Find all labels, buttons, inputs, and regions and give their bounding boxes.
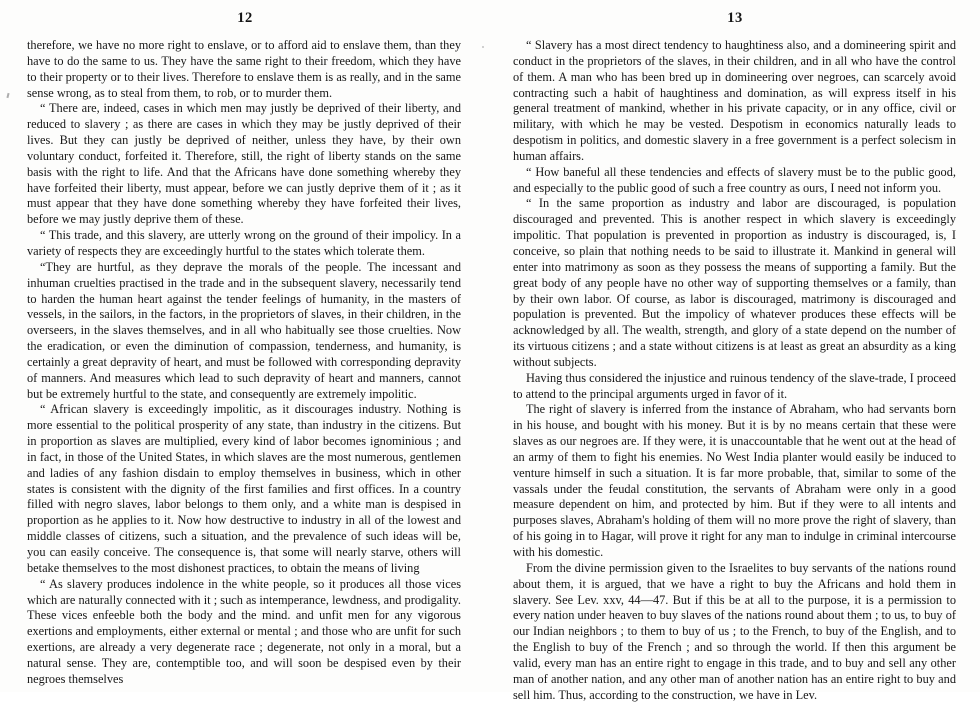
- paragraph: therefore, we have no more right to enslave, or to afford aid to enslave them, than they have to do the same to us. They have the same right to their freedom, which they have to their property or to their lives. Therefore to enslave them is as really, and in the same sense wrong, as to steal from them, to rob, or to murder them.: [27, 38, 461, 100]
- page-number-right: 13: [727, 10, 743, 26]
- paragraph: “ How baneful all these tendencies and effects of slavery must be to the public good, and especially to the public good of such a free country as ours, I need not inform you.: [513, 164, 956, 195]
- paragraph: Having thus considered the injustice and ruinous tendency of the slave-trade, I proceed to attend to the principal arguments urged in favor of it.: [513, 370, 956, 401]
- right-page: [490, 0, 980, 702]
- paragraph: From the divine permission given to the Israelites to buy servants of the nations round about them, it is argued, that we have a right to buy the Africans and hold them in slavery. See Lev. xxv, 44—47. But if this be at all to the purpose, it is a permission to every nation under heaven to buy slaves of the nations round about them ; to us, to buy of our Indian neighbors ; to them to buy of us ; to the French, to buy of the English, and to the English to buy of the French ; and so through the world. If then this argument be valid, every man has an entire right to engage in this trade, and to buy and sell any other man of another nation, and any other man of another nation has an entire right to buy and sell him. Thus, according to the construction, we have in Lev.: [513, 560, 956, 702]
- page-number-left: 12: [237, 10, 253, 26]
- right-page-text-column: [513, 38, 956, 703]
- paragraph: The right of slavery is inferred from the instance of Abraham, who had servants born in his house, and bought with his money. But it is by no means certain that these were slaves as our negroes are. If they were, it is unaccountable that he went out at the head of an army of them to fight his enemies. No West India planter would easily be induced to venture himself in such a situation. It is far more probable, that, similar to some of the vassals under the feudal constitution, the servants of Abraham were only in a good measure dependent on him, and protected by him. But if they were to all intents and purposes slaves, Abraham's holding of them will no more prove the right of slavery, than of his going in to Hagar, will prove it right for any man to indulge in criminal intercourse with his domestic.: [513, 402, 956, 559]
- left-page: [0, 0, 490, 692]
- paragraph: “ African slavery is exceedingly impolitic, as it discourages industry. Nothing is more essential to the political prosperity of any state, than industry in the citizens. But in proportion as slaves are multiplied, every kind of labor becomes ignominious ; and in fact, in those of the United States, in which slaves are the most numerous, gentlemen and ladies of any fashion disdain to employ themselves in business, which in other states is consistent with the dignity of the first families and first offices. In a country filled with negro slaves, labor belongs to them only, and a white man is despised in proportion as he applies to it. Now how destructive to industry in all of the lowest and middle classes of citizens, such a situation, and the prevalence of such ideas will be, you can easily conceive. The consequence is, that some will nearly starve, others will betake themselves to the most dishonest practices, to obtain the means of living: [27, 402, 461, 575]
- paragraph: “They are hurtful, as they deprave the morals of the people. The incessant and inhuman cruelties practised in the trade and in the subsequent slavery, necessarily tend to harden the human heart against the tender feelings of humanity, in the masters of vessels, in the sailors, in the factors, in the proprietors of slaves, in their children, in the overseers, in the slaves themselves, and in all who habitually see those cruelties. Now the eradication, or even the diminution of compassion, tenderness, and humanity, is certainly a great depravity of heart, and must be followed with corresponding depravity of manners. And measures which lead to such depravity of heart and manners, cannot but be extremely hurtful to the state, and consequently are extremely impolitic.: [27, 259, 461, 401]
- left-page-text-column: [27, 38, 461, 688]
- paragraph: “ This trade, and this slavery, are utterly wrong on the ground of their impolicy. In a variety of respects they are exceedingly hurtful to the states which tolerate them.: [27, 228, 461, 258]
- paragraph: “ In the same proportion as industry and labor are discouraged, is population discouraged and prevented. This is another respect in which slavery is exceedingly impolitic. That population is prevented in proportion as industry is discouraged, is, I conceive, so plain that nothing needs to be said to illustrate it. Mankind in general will enter into matrimony as soon as they possess the means of supporting a family. But the great body of any people have no other way of supporting themselves or a family, than by their own labor. Of course, as labor is discouraged, matrimony is discouraged and population is prevented. But the impolicy of whatever produces these effects will be acknowledged by all. The wealth, strength, and glory of a state depend on the number of its virtuous citizens ; and a state without citizens is at least as great an absurdity as a king without subjects.: [513, 196, 956, 369]
- paragraph: “ Slavery has a most direct tendency to haughtiness also, and a domineering spirit and conduct in the proprietors of the slaves, in their children, and in all who have the control of them. A man who has been bred up in domineering over negroes, can scarcely avoid contracting such a habit of haughtiness and domination, as will express itself in his general treatment of mankind, whether in his private capacity, or in any office, civil or military, with which he may be vested. Despotism in economics naturally leads to despotism in politics, and domestic slavery in a free government is a perfect solecism in human affairs.: [513, 38, 956, 163]
- paragraph: “ As slavery produces indolence in the white people, so it produces all those vices which are naturally connected with it ; such as intemperance, lewdness, and prodigality. These vices enfeeble both the body and the mind. and unfit men for any vigorous exertions and employments, either external or mental ; and those who are unfit for such exertions, are already a very degenerate race ; degenerate, not only in a moral, but a natural sense. They are, contemptible too, and will soon be despised even by their negroes themselves: [27, 576, 461, 686]
- paragraph: “ There are, indeed, cases in which men may justly be deprived of their liberty, and reduced to slavery ; as there are cases in which they may be justly deprived of their lives. But they can justly be deprived of neither, unless they have, by their own voluntary conduct, forfeited it. Therefore, still, the right of liberty stands on the same basis with the right to life. And that the Africans have done something whereby they have forfeited their liberty, must appear, before we can justly deprive them of it ; as it must appear that they have done something whereby they have forfeited their lives, before we may justly deprive them of these.: [27, 101, 461, 227]
